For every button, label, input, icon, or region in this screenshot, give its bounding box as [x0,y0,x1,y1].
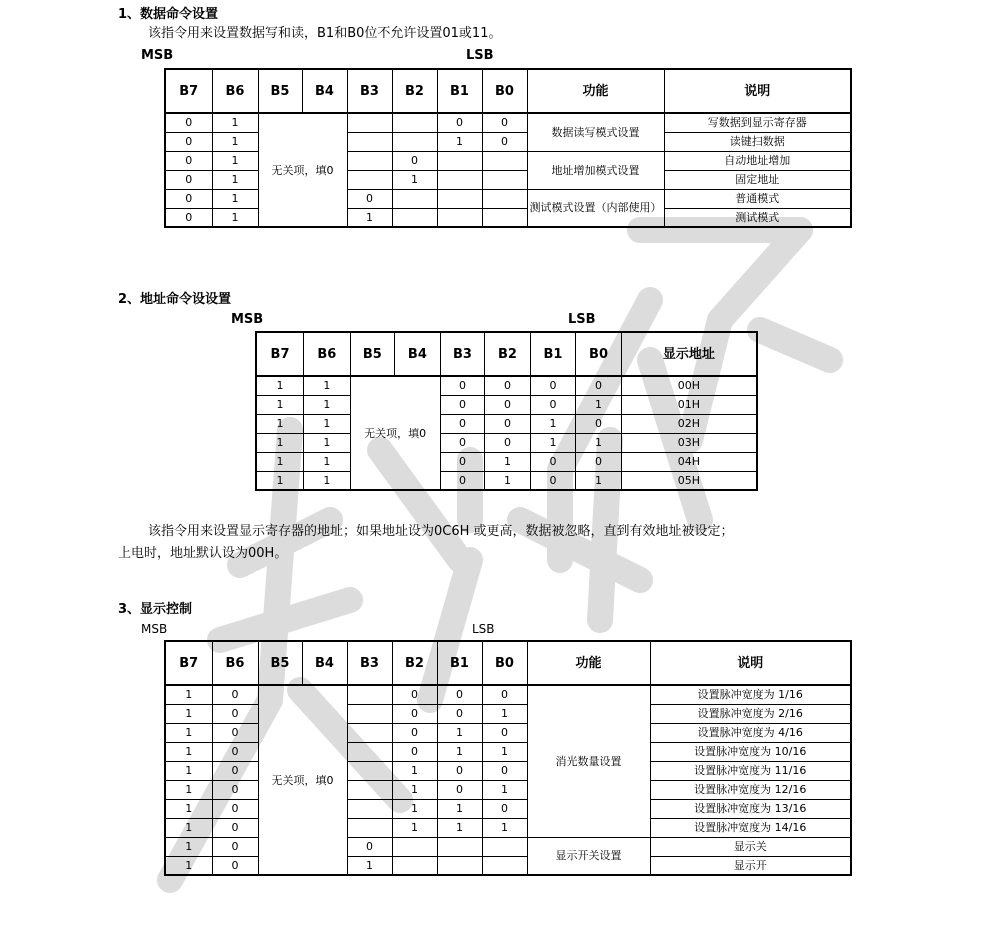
b6-cell: 1 [304,395,351,414]
b2-cell: 0 [392,151,437,170]
column-header: B7 [165,641,212,685]
b6-cell: 0 [212,723,258,742]
b0-cell [482,856,527,875]
note-cell: 设置脉冲宽度为 4/16 [650,723,851,742]
column-header: B2 [392,69,437,113]
b7-cell: 1 [165,761,212,780]
b0-cell [482,837,527,856]
b3-cell: 0 [440,433,485,452]
b7-cell: 1 [165,856,212,875]
b2-cell: 0 [392,723,437,742]
dont-care-cell: 无关项，填0 [258,113,347,227]
address-command-table [255,331,758,491]
b6-cell: 1 [304,376,351,395]
column-header: B0 [576,332,622,376]
column-header: 说明 [664,69,851,113]
b7-cell: 0 [165,189,212,208]
b6-cell: 1 [304,433,351,452]
column-header: B1 [530,332,576,376]
table-row [256,395,757,414]
b3-cell [347,113,392,132]
b7-cell: 1 [256,452,304,471]
column-header: B3 [440,332,485,376]
b3-cell: 1 [347,856,392,875]
b6-cell: 0 [212,837,258,856]
b1-cell [437,189,482,208]
b7-cell: 1 [256,395,304,414]
b0-cell: 1 [482,780,527,799]
b1-cell: 1 [437,799,482,818]
b1-cell: 0 [437,704,482,723]
b3-cell: 0 [440,376,485,395]
column-header: B3 [347,69,392,113]
b3-cell [347,170,392,189]
column-header: B2 [392,641,437,685]
note-cell: 读键扫数据 [664,132,851,151]
column-header: 功能 [527,69,664,113]
b6-cell: 1 [212,189,258,208]
b7-cell: 1 [165,742,212,761]
b0-cell: 1 [482,704,527,723]
b0-cell: 0 [482,685,527,704]
b0-cell: 0 [576,376,622,395]
b7-cell: 0 [165,208,212,227]
column-header: B5 [258,69,302,113]
section-title: 1、数据命令设置 [118,7,219,22]
b3-cell: 0 [440,395,485,414]
address-cell: 01H [621,395,757,414]
b2-cell: 1 [485,471,531,490]
table-row [256,433,757,452]
data-command-table [164,68,852,228]
lsb-label: LSB [472,622,495,636]
table-row [256,452,757,471]
b1-cell: 1 [530,433,576,452]
msb-label: MSB [141,48,174,63]
column-header: B6 [304,332,351,376]
address-cell: 05H [621,471,757,490]
b3-cell [347,685,392,704]
b2-cell [392,132,437,151]
b2-cell: 0 [392,685,437,704]
b7-cell: 1 [165,723,212,742]
table-row [256,414,757,433]
b7-cell: 1 [256,376,304,395]
column-header: B7 [165,69,212,113]
b1-cell: 1 [530,414,576,433]
b6-cell: 0 [212,704,258,723]
note-cell: 设置脉冲宽度为 1/16 [650,685,851,704]
b3-cell [347,780,392,799]
b2-cell: 0 [392,742,437,761]
b3-cell [347,761,392,780]
b2-cell: 1 [392,780,437,799]
column-header: B7 [256,332,304,376]
b6-cell: 1 [304,452,351,471]
b1-cell [437,170,482,189]
b0-cell: 0 [482,761,527,780]
b6-cell: 0 [212,761,258,780]
b2-cell [392,113,437,132]
column-header: B6 [212,641,258,685]
b3-cell: 0 [440,471,485,490]
b6-cell: 1 [304,471,351,490]
address-cell: 03H [621,433,757,452]
note-cell: 显示开 [650,856,851,875]
column-header: B5 [350,332,395,376]
b7-cell: 0 [165,113,212,132]
b1-cell [437,856,482,875]
b0-cell: 1 [576,471,622,490]
column-header: 说明 [650,641,851,685]
function-cell: 测试模式设置（内部使用） [527,189,664,227]
dont-care-cell: 无关项，填0 [258,685,347,875]
b3-cell [347,742,392,761]
b7-cell: 1 [165,704,212,723]
display-control-table [164,640,852,876]
b3-cell [347,704,392,723]
b6-cell: 0 [212,799,258,818]
column-header: 功能 [527,641,650,685]
note-cell: 测试模式 [664,208,851,227]
b6-cell: 0 [212,685,258,704]
table-row [165,685,851,704]
note-cell: 设置脉冲宽度为 13/16 [650,799,851,818]
b6-cell: 1 [212,132,258,151]
column-header: B1 [437,69,482,113]
b2-cell: 1 [485,452,531,471]
note-cell: 显示关 [650,837,851,856]
msb-label: MSB [231,312,264,327]
b1-cell [437,837,482,856]
section-description: 该指令用来设置显示寄存器的地址；如果地址设为0C6H 或更高，数据被忽略，直到有效地址被设定； [148,524,734,539]
b2-cell: 1 [392,170,437,189]
function-cell: 地址增加模式设置 [527,151,664,189]
section-description-continued: 上电时，地址默认设为00H。 [118,546,288,561]
b0-cell: 0 [482,132,527,151]
b7-cell: 0 [165,151,212,170]
b0-cell [482,170,527,189]
b1-cell: 0 [530,452,576,471]
note-cell: 设置脉冲宽度为 2/16 [650,704,851,723]
b7-cell: 1 [165,780,212,799]
column-header: B2 [485,332,531,376]
b1-cell: 0 [437,685,482,704]
b1-cell: 1 [437,742,482,761]
b7-cell: 1 [165,799,212,818]
column-header: 显示地址 [621,332,757,376]
b2-cell [392,856,437,875]
b2-cell: 0 [485,376,531,395]
b6-cell: 0 [212,780,258,799]
b6-cell: 1 [212,113,258,132]
column-header: B1 [437,641,482,685]
b0-cell: 0 [482,113,527,132]
b1-cell: 0 [530,395,576,414]
address-cell: 00H [621,376,757,395]
b1-cell: 0 [437,761,482,780]
note-cell: 设置脉冲宽度为 10/16 [650,742,851,761]
note-cell: 写数据到显示寄存器 [664,113,851,132]
b7-cell: 0 [165,132,212,151]
note-cell: 自动地址增加 [664,151,851,170]
table-row [256,471,757,490]
b1-cell: 1 [437,132,482,151]
dont-care-cell: 无关项，填0 [350,376,440,490]
lsb-label: LSB [466,48,494,63]
b1-cell: 1 [437,818,482,837]
b2-cell: 0 [485,414,531,433]
b3-cell: 0 [347,837,392,856]
b3-cell: 1 [347,208,392,227]
column-header: B3 [347,641,392,685]
b3-cell: 0 [440,452,485,471]
column-header: B0 [482,69,527,113]
b0-cell: 1 [482,818,527,837]
b1-cell [437,208,482,227]
b6-cell: 1 [212,208,258,227]
function-cell: 显示开关设置 [527,837,650,875]
b2-cell: 0 [392,704,437,723]
function-cell: 消光数量设置 [527,685,650,837]
b7-cell: 1 [165,685,212,704]
b0-cell: 0 [576,414,622,433]
column-header: B0 [482,641,527,685]
b6-cell: 1 [304,414,351,433]
b0-cell: 1 [482,742,527,761]
b2-cell [392,189,437,208]
b6-cell: 1 [212,151,258,170]
b6-cell: 0 [212,856,258,875]
b0-cell [482,208,527,227]
b7-cell: 1 [256,414,304,433]
b2-cell: 1 [392,799,437,818]
b7-cell: 1 [165,837,212,856]
b6-cell: 1 [212,170,258,189]
b0-cell: 1 [576,433,622,452]
section-title: 2、地址命令设设置 [118,292,232,307]
column-header: B4 [302,69,347,113]
b7-cell: 1 [256,471,304,490]
b6-cell: 0 [212,742,258,761]
table-row [165,113,851,132]
column-header: B6 [212,69,258,113]
b3-cell [347,818,392,837]
note-cell: 固定地址 [664,170,851,189]
msb-label: MSB [141,622,168,636]
b3-cell: 0 [440,414,485,433]
note-cell: 设置脉冲宽度为 11/16 [650,761,851,780]
b2-cell: 1 [392,818,437,837]
b3-cell [347,799,392,818]
address-cell: 02H [621,414,757,433]
lsb-label: LSB [568,312,596,327]
b7-cell: 1 [165,818,212,837]
column-header: B4 [302,641,347,685]
b1-cell: 0 [530,471,576,490]
b2-cell: 0 [485,433,531,452]
table-row [256,376,757,395]
b0-cell [482,189,527,208]
address-cell: 04H [621,452,757,471]
section-description: 该指令用来设置数据写和读，B1和B0位不允许设置01或11。 [148,26,502,41]
b1-cell: 0 [530,376,576,395]
b0-cell: 1 [576,395,622,414]
note-cell: 设置脉冲宽度为 14/16 [650,818,851,837]
b1-cell [437,151,482,170]
b2-cell [392,208,437,227]
b3-cell [347,151,392,170]
column-header: B4 [395,332,441,376]
section-title: 3、显示控制 [118,602,193,617]
note-cell: 设置脉冲宽度为 12/16 [650,780,851,799]
b0-cell [482,151,527,170]
b1-cell: 0 [437,780,482,799]
b3-cell [347,723,392,742]
b0-cell: 0 [576,452,622,471]
b2-cell: 0 [485,395,531,414]
note-cell: 普通模式 [664,189,851,208]
b0-cell: 0 [482,799,527,818]
b3-cell [347,132,392,151]
b2-cell: 1 [392,761,437,780]
b2-cell [392,837,437,856]
b3-cell: 0 [347,189,392,208]
column-header: B5 [258,641,302,685]
b1-cell: 0 [437,113,482,132]
b6-cell: 0 [212,818,258,837]
b7-cell: 0 [165,170,212,189]
b1-cell: 1 [437,723,482,742]
function-cell: 数据读写模式设置 [527,113,664,151]
b0-cell: 0 [482,723,527,742]
b7-cell: 1 [256,433,304,452]
